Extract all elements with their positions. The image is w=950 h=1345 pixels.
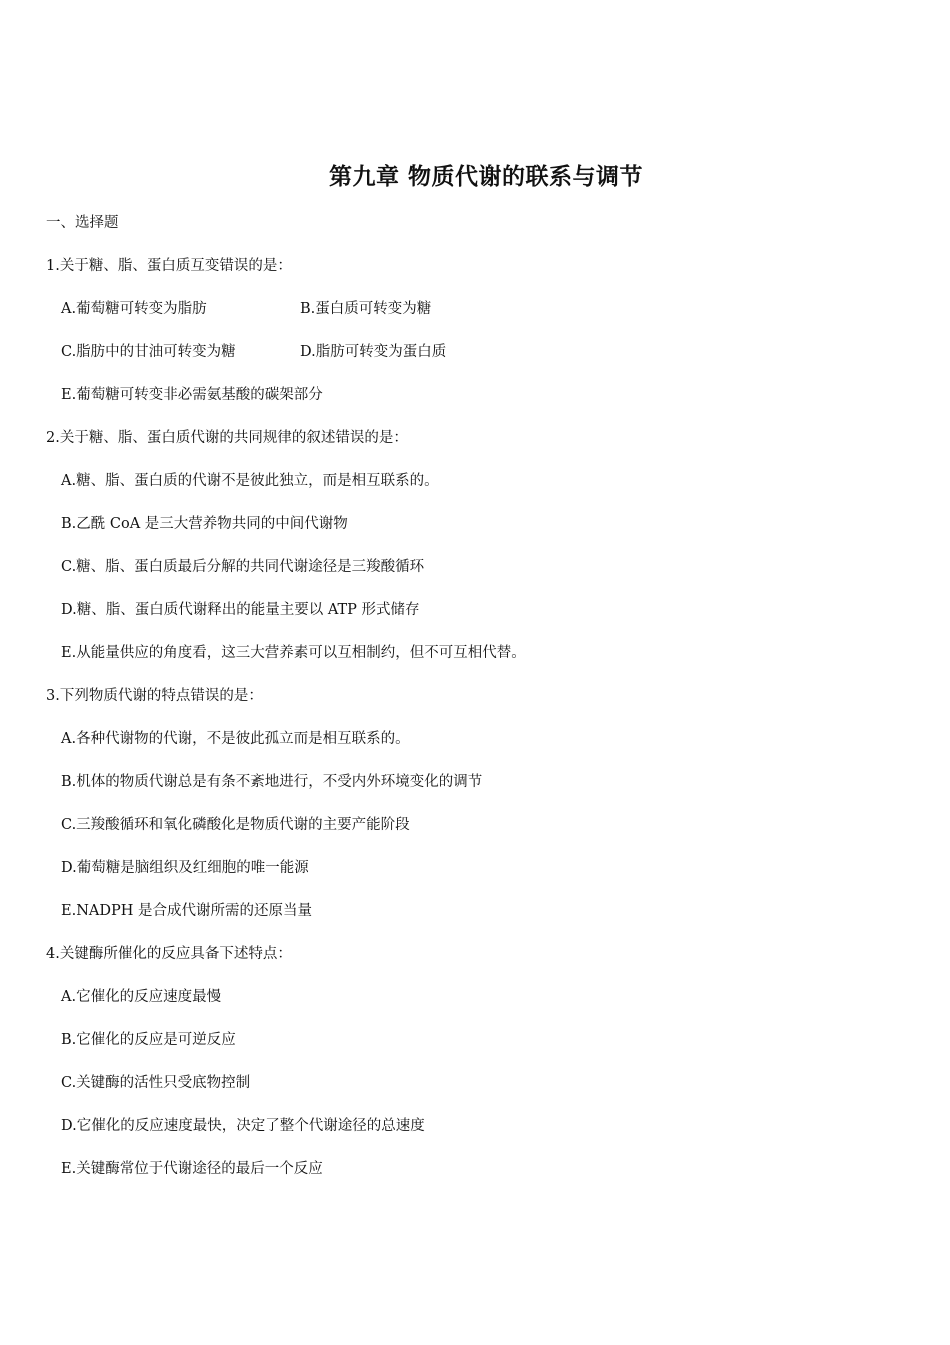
question-4-option-e: E.关键酶常位于代谢途径的最后一个反应 (61, 1161, 323, 1177)
question-2-option-e: E.从能量供应的角度看，这三大营养素可以互相制约，但不可互相代替。 (61, 645, 526, 661)
question-2-option-a: A.糖、脂、蛋白质的代谢不是彼此独立，而是相互联系的。 (61, 473, 439, 489)
question-3-option-a: A.各种代谢物的代谢，不是彼此孤立而是相互联系的。 (61, 731, 410, 747)
question-2-option-c: C.糖、脂、蛋白质最后分解的共同代谢途径是三羧酸循环 (61, 559, 425, 575)
question-2-option-d: D.糖、脂、蛋白质代谢释出的能量主要以 ATP 形式储存 (61, 602, 420, 618)
question-1-option-d: D.脂肪可转变为蛋白质 (300, 344, 447, 360)
question-4-option-b: B.它催化的反应是可逆反应 (61, 1032, 236, 1048)
page-title: 第九章 物质代谢的联系与调节 (328, 163, 643, 190)
question-2-option-b: B.乙酰 CoA 是三大营养物共同的中间代谢物 (61, 516, 348, 532)
question-4-option-d: D.它催化的反应速度最快，决定了整个代谢途径的总速度 (61, 1118, 425, 1134)
question-1-option-c: C.脂肪中的甘油可转变为糖 (61, 344, 236, 360)
question-3-stem: 3.下列物质代谢的特点错误的是： (46, 688, 263, 704)
question-3-option-c: C.三羧酸循环和氧化磷酸化是物质代谢的主要产能阶段 (61, 817, 410, 833)
question-1-option-b: B.蛋白质可转变为糖 (300, 301, 432, 317)
question-1-option-a: A.葡萄糖可转变为脂肪 (61, 301, 207, 317)
question-4-option-c: C.关键酶的活性只受底物控制 (61, 1075, 251, 1091)
question-1-stem: 1.关于糖、脂、蛋白质互变错误的是： (46, 258, 292, 274)
question-3-option-b: B.机体的物质代谢总是有条不紊地进行，不受内外环境变化的调节 (61, 774, 483, 790)
section-heading: 一、选择题 (46, 215, 119, 231)
question-1-option-e: E.葡萄糖可转变非必需氨基酸的碳架部分 (61, 387, 323, 403)
question-2-stem: 2.关于糖、脂、蛋白质代谢的共同规律的叙述错误的是： (46, 430, 408, 446)
question-3-option-d: D.葡萄糖是脑组织及红细胞的唯一能源 (61, 860, 309, 876)
question-4-stem: 4.关键酶所催化的反应具备下述特点： (46, 946, 292, 962)
question-4-option-a: A.它催化的反应速度最慢 (61, 989, 222, 1005)
question-3-option-e: E.NADPH 是合成代谢所需的还原当量 (61, 903, 312, 919)
